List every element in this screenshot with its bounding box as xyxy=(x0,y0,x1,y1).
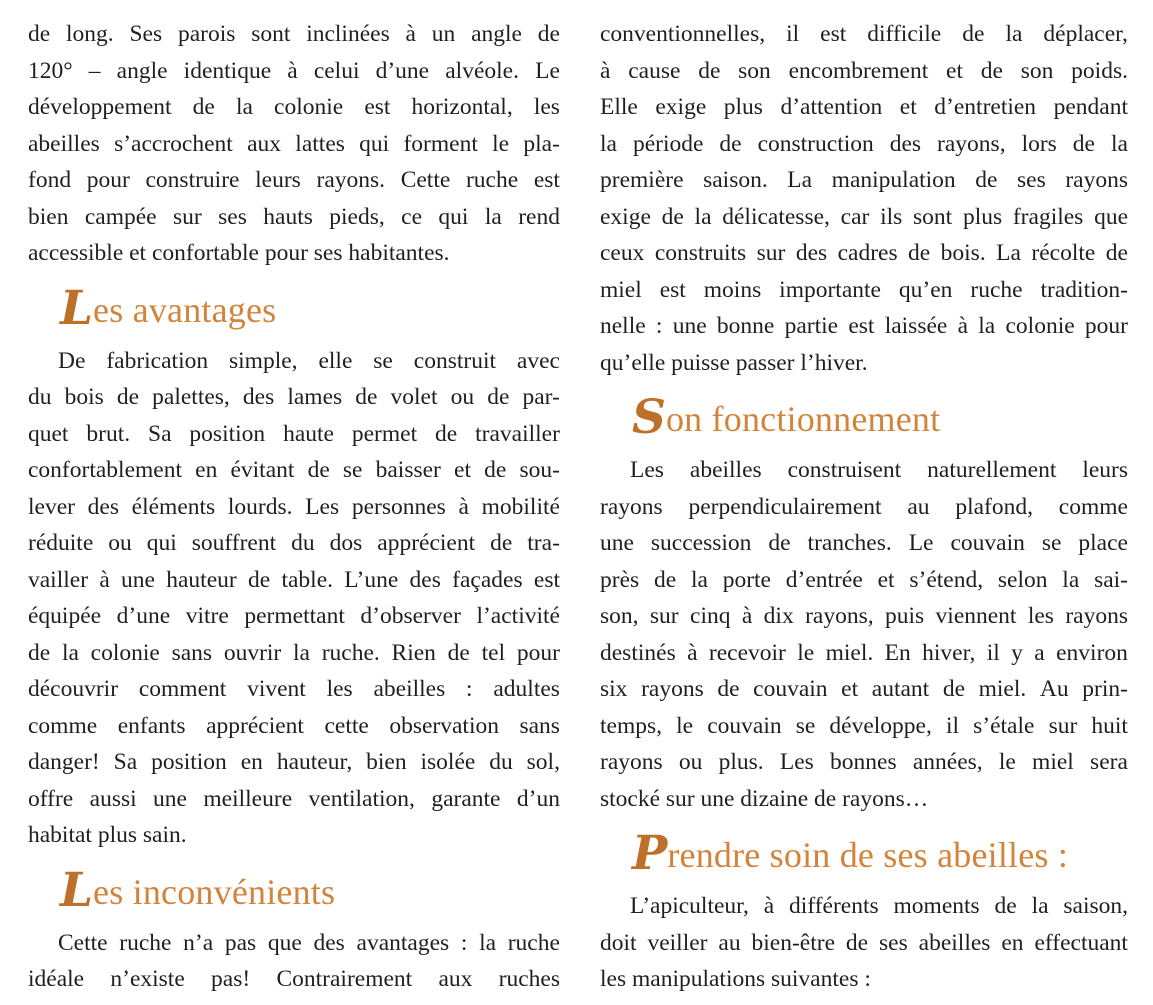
text-line: ceux construits sur des cadres de bois. La récolte de xyxy=(600,240,1128,266)
paragraph xyxy=(28,16,560,272)
text-line: 120° – angle identique à celui d’une alvéole. Le xyxy=(28,57,560,84)
text-line: équipée d’une vitre permettant d’observer l’activité xyxy=(28,603,560,629)
text-line: bien campée sur ses hauts pieds, ce qui la rend xyxy=(28,203,560,230)
text-line: fond pour construire leurs rayons. Cette ruche est xyxy=(28,167,560,193)
text-line: vailler à une hauteur de table. L’une des façades est xyxy=(28,566,560,593)
text-line: quet brut. Sa position haute permet de travailler xyxy=(28,420,560,447)
text-line: lever des éléments lourds. Les personnes à mobilité xyxy=(28,493,560,520)
decorative-initial-letter: P xyxy=(632,826,666,881)
text-line: comme enfants apprécient cette observation sans xyxy=(28,712,560,739)
text-line: qu’elle puisse passer l’hiver. xyxy=(600,349,868,376)
text-line: de long. Ses parois sont inclinées à un angle de xyxy=(28,21,560,47)
text-line: découvrir comment vivent les abeilles : adultes xyxy=(28,676,560,702)
text-line: danger! Sa position en hauteur, bien isolée du sol, xyxy=(28,749,560,775)
text-line: destinés à recevoir le miel. En hiver, il y a environ xyxy=(600,639,1128,666)
section-heading xyxy=(60,862,560,919)
paragraph xyxy=(28,343,560,854)
text-line: de la colonie sans ouvrir la ruche. Rien de tel pour xyxy=(28,639,560,666)
text-line: son, sur cinq à dix rayons, puis viennent les rayons xyxy=(600,603,1128,629)
text-line: près de la porte d’entrée et s’étend, selon la sai- xyxy=(600,566,1128,593)
text-line: accessible et confortable pour ses habitantes. xyxy=(28,240,450,266)
paragraph xyxy=(600,452,1128,817)
text-line: doit veiller au bien-être de ses abeilles en effectuant xyxy=(600,929,1128,956)
text-line: Cette ruche n’a pas que des avantages : la ruche xyxy=(58,929,560,956)
text-line: réduite ou qui souffrent du dos apprécient de tra- xyxy=(28,530,560,556)
heading-text: es avantages xyxy=(93,289,277,330)
heading-text: es inconvénients xyxy=(93,871,336,912)
text-line: du bois de palettes, des lames de volet ou de par- xyxy=(28,384,560,410)
text-line: habitat plus sain. xyxy=(28,822,187,848)
decorative-initial-letter: L xyxy=(60,862,92,918)
text-line: les manipulations suivantes : xyxy=(600,966,871,992)
heading-text: on fonctionnement xyxy=(665,399,941,439)
decorative-initial-letter: S xyxy=(632,390,664,445)
text-line: rayons ou plus. Les bonnes années, le miel sera xyxy=(600,749,1128,775)
text-line: abeilles s’accrochent aux lattes qui forment le pla- xyxy=(28,130,560,157)
text-line: conventionnelles, il est difficile de la déplacer, xyxy=(600,21,1128,47)
text-line: idéale n’existe pas! Contrairement aux ruches xyxy=(28,966,560,992)
section-heading xyxy=(632,390,1128,446)
column-right xyxy=(600,16,1128,1005)
text-line: L’apiculteur, à différents moments de la saison, xyxy=(630,893,1128,919)
text-line: première saison. La manipulation de ses rayons xyxy=(600,167,1128,193)
paragraph xyxy=(600,16,1128,381)
text-line: une succession de tranches. Le couvain se place xyxy=(600,530,1128,556)
text-line: De fabrication simple, elle se construit avec xyxy=(58,347,560,374)
text-line: exige de la délicatesse, car ils sont plus fragiles que xyxy=(600,203,1128,230)
text-line: développement de la colonie est horizontal, les xyxy=(28,94,560,120)
decorative-initial-letter: L xyxy=(60,280,92,336)
text-line: confortablement en évitant de se baisser et de sou- xyxy=(28,457,560,483)
text-line: six rayons de couvain et autant de miel. Au prin- xyxy=(600,676,1128,702)
text-line: stocké sur une dizaine de rayons… xyxy=(600,785,929,812)
text-line: la période de construction des rayons, lors de la xyxy=(600,130,1128,157)
text-line: miel est moins importante qu’en ruche tradition- xyxy=(600,276,1128,303)
column-left xyxy=(28,16,560,1005)
text-line: rayons perpendiculairement au plafond, comme xyxy=(600,493,1128,520)
text-line: offre aussi une meilleure ventilation, garante d’un xyxy=(28,785,560,812)
paragraph xyxy=(28,925,560,998)
heading-text: rendre soin de ses abeilles : xyxy=(667,835,1069,875)
section-heading xyxy=(632,826,1128,882)
text-line: à cause de son encombrement et de son poids. xyxy=(600,57,1128,84)
text-line: Les abeilles construisent naturellement leurs xyxy=(630,457,1128,483)
text-line: temps, le couvain se développe, il s’étale sur huit xyxy=(600,712,1128,739)
paragraph xyxy=(600,888,1128,998)
text-line: Elle exige plus d’attention et d’entretien pendant xyxy=(600,94,1128,120)
text-line: nelle : une bonne partie est laissée à la colonie pour xyxy=(600,313,1128,339)
section-heading xyxy=(60,280,560,337)
